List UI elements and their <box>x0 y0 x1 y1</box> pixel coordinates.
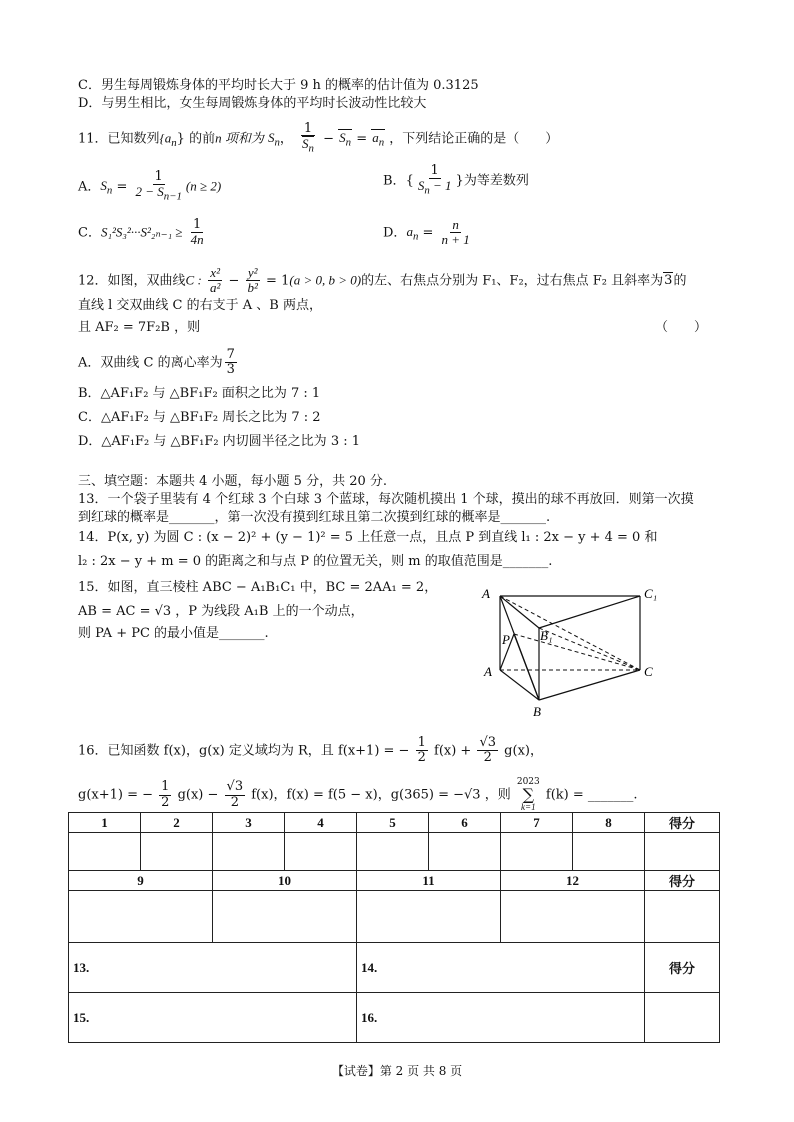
answer-cell[interactable] <box>69 891 213 943</box>
q12-line3: 且 AF₂ = 7F₂B ，则 <box>78 320 201 335</box>
q11-option-c: C．S₁²S₃²···S²₂ₙ₋₁ ≥ $\frac{1}{4n}$ <box>78 217 204 248</box>
answer-cell[interactable] <box>213 833 285 871</box>
q11-seq-a: {a <box>159 130 172 146</box>
label-C: C <box>644 664 653 679</box>
answer-cell[interactable] <box>213 891 357 943</box>
q11-seq-b: } 的前 <box>176 131 216 147</box>
score-entry-cell[interactable] <box>645 833 720 871</box>
score-cell: 得分 <box>645 871 720 891</box>
q12-line2: 直线 l 交双曲线 C 的右支于 A 、B 两点， <box>78 298 322 313</box>
fill-cell-15[interactable]: 15. <box>69 993 357 1043</box>
answer-cell[interactable] <box>429 833 501 871</box>
q14-line2: l₂ : 2x − y + m = 0 的距离之和与点 P 的位置无关，则 m 的取值范围是_______. <box>78 554 553 569</box>
q10-option-d: D．与男生相比，女生每周锻炼身体的平均时长波动性比较大 <box>78 96 427 111</box>
q15-line2: AB = AC = √3 ，P 为线段 A₁B 上的一个动点， <box>78 604 364 619</box>
q12-option-a: A．双曲线 C 的离心率为 $\frac{7}{3}$ <box>78 347 235 378</box>
table-row-fill-1 <box>69 943 720 993</box>
fill-cell-13[interactable]: 13. <box>69 943 357 993</box>
answer-cell[interactable] <box>357 891 501 943</box>
q16-line2: g(x+1) = − $\frac{1}{2}$ g(x) − $\frac{√3}{2}$ f(x)，f(x) = f(5 − x)，g(365) = −√3 ，则 2023 ∑ k=1 f(k) = _______. <box>78 777 638 812</box>
table-cell: 9 <box>69 871 213 891</box>
answer-cell[interactable] <box>69 833 141 871</box>
table-cell: 10 <box>213 871 357 891</box>
q12-stem: 12．如图，双曲线C : $\frac{\text{x²}}{\text{a²}}$ − $\frac{\text{y²}}{\text{b²}}$ = 1(a > 0, b > 0)的左、右焦点分别为 F₁、F₂，过右焦点 F₂ 且斜率为3的 <box>78 265 687 296</box>
table-cell: 1 <box>69 813 141 833</box>
table-cell: 7 <box>501 813 573 833</box>
q11-option-b: B．{ $\frac{1}{S_n - 1}$ }为等差数列 <box>383 163 529 197</box>
answer-cell[interactable] <box>285 833 357 871</box>
label-P: P <box>502 632 510 647</box>
fill-cell-14[interactable]: 14. <box>357 943 645 993</box>
answer-cell[interactable] <box>357 833 429 871</box>
page-footer: 【试卷】第 2 页 共 8 页 <box>331 1064 463 1078</box>
q16-line1: 16．已知函数 f(x)，g(x) 定义域均为 R，且 f(x+1) = − $\frac{1}{2}$ f(x) + $\frac{√3}{2}$ g(x)， <box>78 735 543 766</box>
label-B: B <box>533 704 541 719</box>
table-row-header-1 <box>69 813 720 833</box>
label-C1: C₁ <box>644 586 658 601</box>
answer-table <box>68 812 720 1043</box>
answer-cell[interactable] <box>141 833 213 871</box>
table-cell: 3 <box>213 813 285 833</box>
q10-option-c: C．男生每周锻炼身体的平均时长大于 9 h 的概率的估计值为 0.3125 <box>78 78 479 93</box>
q12-option-c: C．△AF₁F₂ 与 △BF₁F₂ 周长之比为 7 : 2 <box>78 410 321 425</box>
q11-tail: ，下列结论正确的是（ ） <box>389 131 559 147</box>
table-cell: 5 <box>357 813 429 833</box>
table-cell: 12 <box>501 871 645 891</box>
answer-cell[interactable] <box>501 891 645 943</box>
q13-line1: 13．一个袋子里装有 4 个红球 3 个白球 3 个蓝球，每次随机摸出 1 个球，摸出的球不再放回．则第一次摸 <box>78 492 694 507</box>
label-A: A <box>484 664 492 679</box>
label-A1: A <box>482 586 490 601</box>
label-B1: B₁ <box>540 628 553 643</box>
table-cell: 2 <box>141 813 213 833</box>
q11-fraction: $\frac{1}{S_n}$ <box>302 121 314 155</box>
answer-cell[interactable] <box>501 833 573 871</box>
q15-line3: 则 PA + PC 的最小值是_______. <box>78 626 269 641</box>
q11-seq-c: n 项和为 <box>215 130 264 146</box>
table-cell: 11 <box>357 871 501 891</box>
q11-num: 11．已知数列 <box>78 131 160 147</box>
q15-line1: 15．如图，直三棱柱 ABC − A₁B₁C₁ 中，BC = 2AA₁ = 2， <box>78 580 438 595</box>
q11-option-d: D．$a_n$ = $\frac{n}{n + 1}$ <box>383 217 470 248</box>
q12-option-b: B．△AF₁F₂ 与 △BF₁F₂ 面积之比为 7 : 1 <box>78 386 321 401</box>
q12-answer-paren: （ ） <box>655 320 708 335</box>
q13-line2: 到红球的概率是_______，第一次没有摸到红球且第二次摸到红球的概率是_______. <box>78 510 551 525</box>
table-row-header-2 <box>69 871 720 891</box>
score-entry-cell[interactable] <box>645 891 720 943</box>
prism-figure <box>476 582 666 722</box>
q11-stem: 11．已知数列$\{a_n\}$ 的前n 项和为 $S_n$， $\frac{1}{S_n}$ − $S_n = a_n$ ，下列结论正确的是（ ） <box>78 121 559 155</box>
table-cell: 4 <box>285 813 357 833</box>
table-cell: 8 <box>573 813 645 833</box>
q11-option-a: A．$S_n$ = $\frac{1}{2 - S_{n-1}}$ (n ≥ 2) <box>78 169 222 203</box>
table-row-fill-2 <box>69 993 720 1043</box>
table-cell: 6 <box>429 813 501 833</box>
q14-line1: 14．P(x, y) 为圆 C : (x − 2)² + (y − 1)² = 5 上任意一点，且点 P 到直线 l₁ : 2x − y + 4 = 0 和 <box>78 530 658 545</box>
answer-cell[interactable] <box>573 833 645 871</box>
score-entry-cell[interactable] <box>645 993 720 1043</box>
score-cell: 得分 <box>645 943 720 993</box>
score-cell: 得分 <box>645 813 720 833</box>
table-row-answers-1 <box>69 833 720 871</box>
section-3-heading: 三、填空题：本题共 4 小题，每小题 5 分，共 20 分. <box>78 474 388 489</box>
q12-option-d: D．△AF₁F₂ 与 △BF₁F₂ 内切圆半径之比为 3 : 1 <box>78 434 361 449</box>
fill-cell-16[interactable]: 16. <box>357 993 645 1043</box>
table-row-answers-2 <box>69 891 720 943</box>
